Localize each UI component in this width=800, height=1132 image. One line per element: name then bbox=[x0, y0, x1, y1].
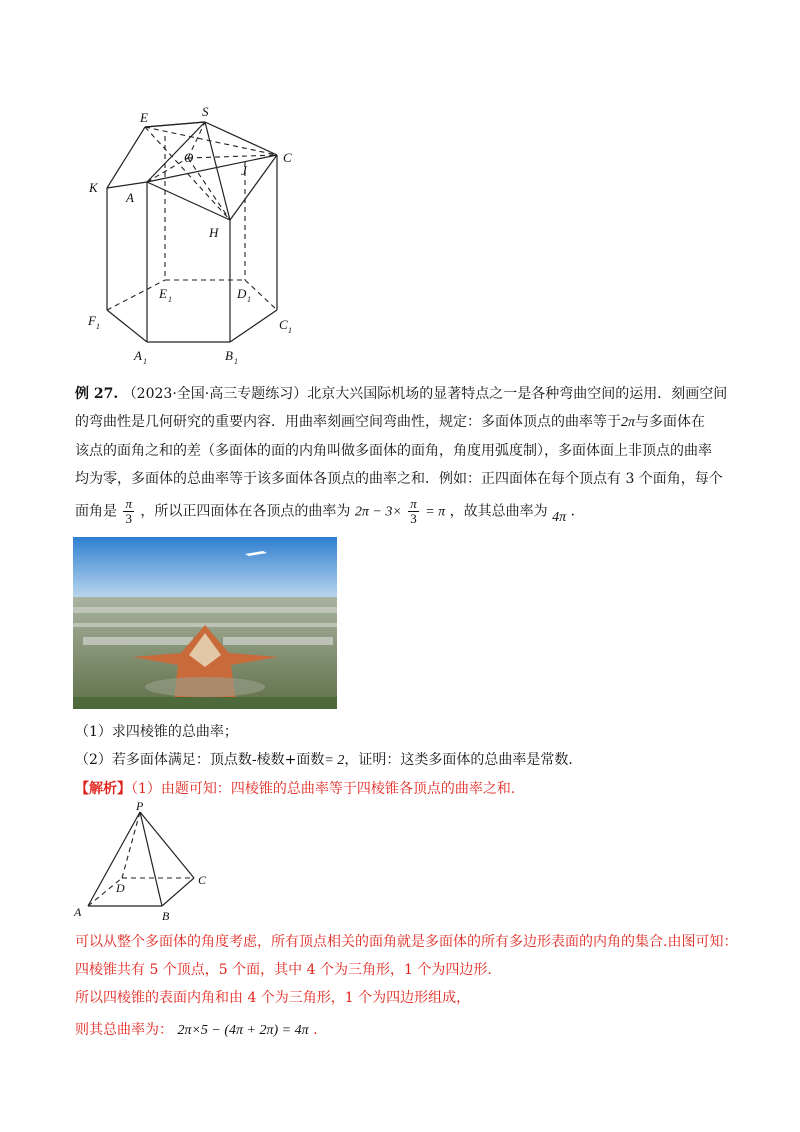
label-C1: C bbox=[279, 317, 288, 332]
example-line-3: 该点的面角之和的差（多面体的面的内角叫做多面体的面角，角度用弧度制），多面体面上非顶点的曲率 bbox=[75, 443, 712, 459]
example-line-1: 例 27. （2023·全国·高三专题练习）北京大兴国际机场的显著特点之一是各种弯曲空间的运用．刻画空间 bbox=[75, 386, 728, 402]
sub-E1: 1 bbox=[168, 295, 172, 304]
label-E: E bbox=[140, 110, 148, 125]
analysis-line-2: 可以从整个多面体的角度考虑，所有顶点相关的面角就是多面体的所有多边形表面的内角的集合.由图可知： bbox=[75, 934, 738, 950]
analysis-tag: 【解析】 bbox=[75, 781, 131, 797]
analysis-line-1: 【解析】（1）由题可知：四棱锥的总曲率等于四棱锥各顶点的曲率之和. bbox=[75, 781, 516, 797]
label-O: O bbox=[184, 150, 194, 165]
questions bbox=[75, 718, 735, 803]
label-E1: E bbox=[159, 286, 167, 301]
example-line-4: 均为零，多面体的总曲率等于该多面体各顶点的曲率之和．例如：正四面体在每个顶点有 3 个面角，每个 bbox=[75, 471, 723, 487]
sub-C1: 1 bbox=[288, 326, 292, 335]
pyramid-label-C: C bbox=[198, 873, 207, 887]
label-K: K bbox=[89, 180, 98, 195]
question-1: （1）求四棱锥的总曲率； bbox=[75, 724, 238, 740]
sub-D1: 1 bbox=[247, 295, 251, 304]
pyramid-label-P: P bbox=[136, 800, 144, 813]
example-line-2: 的弯曲性是几何研究的重要内容．用曲率刻画空间弯曲性，规定：多面体顶点的曲率等于2π与多面体在 bbox=[75, 414, 706, 430]
label-F1: F bbox=[88, 313, 96, 328]
sub-A1: 1 bbox=[143, 357, 147, 366]
label-A: A bbox=[126, 190, 134, 205]
label-S: S bbox=[202, 104, 209, 119]
question-2: （2）若多面体满足：顶点数-棱数+面数= 2，证明：这类多面体的总曲率是常数． bbox=[75, 752, 583, 768]
pyramid-figure bbox=[70, 800, 230, 922]
analysis-line-4: 所以四棱锥的表面内角和由 4 个为三角形，1 个为四边形组成， bbox=[75, 990, 471, 1006]
airport-photo bbox=[73, 537, 337, 709]
label-B1: B bbox=[225, 348, 233, 363]
prism-figure bbox=[80, 100, 310, 370]
pyramid-label-A: A bbox=[74, 905, 82, 919]
label-D1: D bbox=[237, 286, 247, 301]
label-A1: A bbox=[134, 348, 142, 363]
analysis-body bbox=[75, 928, 745, 1045]
example-number: 例 27. bbox=[75, 386, 119, 402]
analysis-line-3: 四棱锥共有 5 个顶点，5 个面，其中 4 个为三角形，1 个为四边形. bbox=[75, 962, 492, 978]
pyramid-label-D: D bbox=[116, 881, 125, 895]
label-J: J bbox=[241, 163, 247, 178]
analysis-line-5: 则其总曲率为： 2π×5 − (4π + 2π) = 4π . bbox=[75, 1022, 318, 1038]
label-C: C bbox=[283, 150, 292, 165]
label-H: H bbox=[209, 225, 219, 240]
fraction-pi-3-b: $\frac{\pi}{3}$ bbox=[410, 496, 417, 526]
example-line-5: 面角是 $\frac{\pi}{3}$ ，所以正四面体在各顶点的曲率为 2π − 3× $\frac{\pi}{3}$ = π ，故其总曲率为 4π ． bbox=[75, 496, 585, 526]
example-paragraph bbox=[75, 380, 735, 527]
pyramid-label-B: B bbox=[162, 909, 170, 922]
sub-B1: 1 bbox=[234, 357, 238, 366]
example-source: （2023·全国·高三专题练习） bbox=[122, 386, 308, 402]
sub-F1: 1 bbox=[96, 322, 100, 331]
fraction-pi-3: $\frac{\pi}{3}$ bbox=[125, 496, 132, 526]
